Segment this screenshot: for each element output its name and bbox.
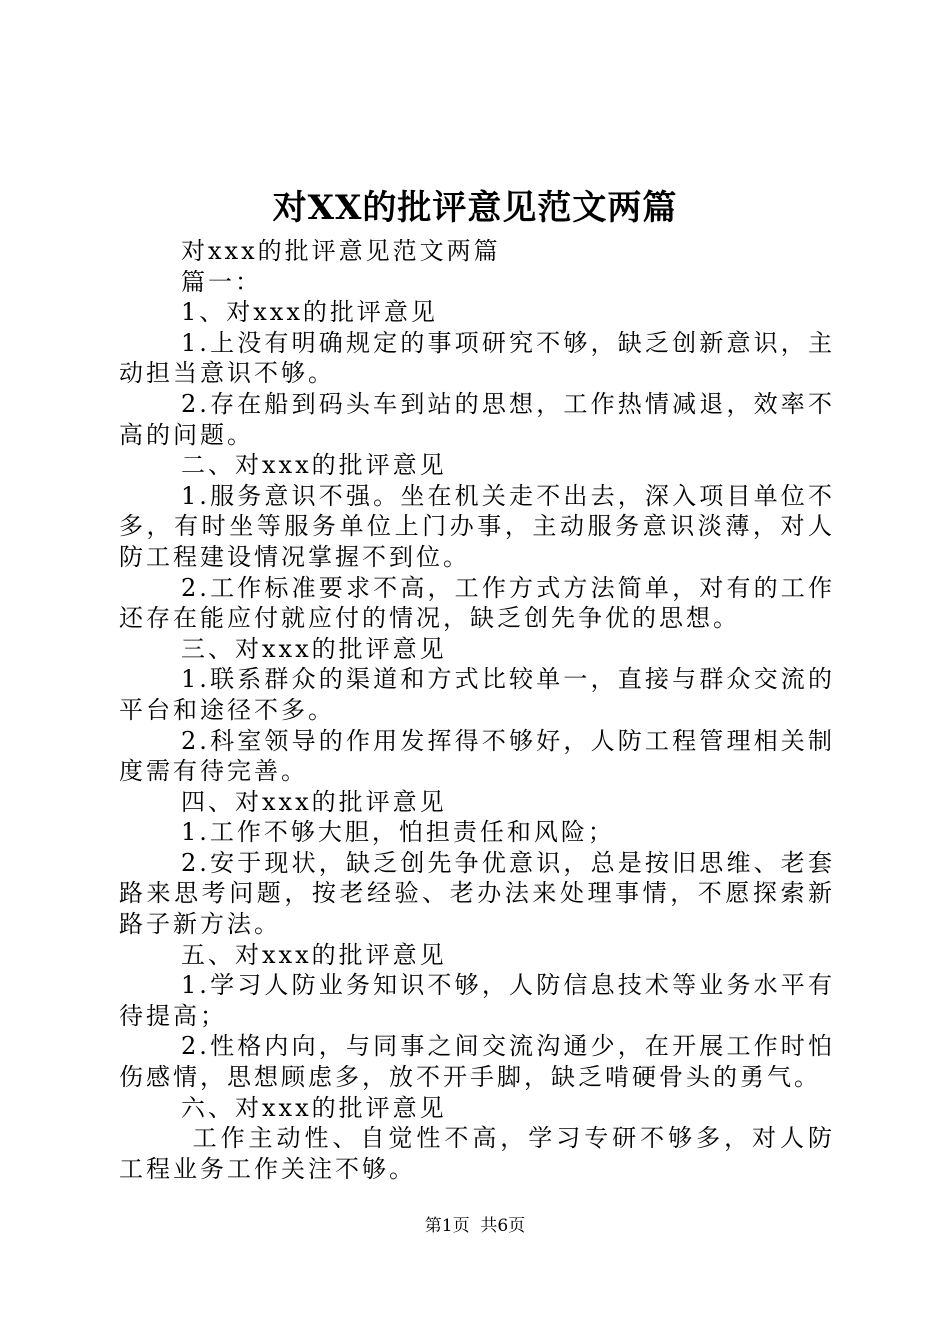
paragraph: 2.安于现状，缺乏创先争优意识，总是按旧思维、老套路来思考问题，按老经验、老办法来处理事情，不愿探索新路子新方法。 bbox=[119, 848, 835, 939]
paragraph: 1.工作不够大胆，怕担责任和风险； bbox=[181, 818, 615, 847]
paragraph: 1.学习人防业务知识不够，人防信息技术等业务水平有待提高； bbox=[119, 971, 835, 1030]
paragraph: 1.联系群众的渠道和方式比较单一，直接与群众交流的平台和途径不多。 bbox=[119, 665, 835, 724]
section-heading: 三、对xxx的批评意见 bbox=[181, 634, 447, 663]
paragraph: 对xxx的批评意见范文两篇 bbox=[181, 237, 501, 265]
paragraph: 1.上没有明确规定的事项研究不够，缺乏创新意识，主动担当意识不够。 bbox=[119, 328, 835, 388]
paragraph: 1.服务意识不强。坐在机关走不出去，深入项目单位不多，有时坐等服务单位上门办事，主动服务意识淡薄，对人防工程建设情况掌握不到位。 bbox=[119, 481, 835, 571]
paragraph: 2.工作标准要求不高，工作方式方法简单，对有的工作还存在能应付就应付的情况，缺乏创先争优的思想。 bbox=[119, 573, 835, 633]
paragraph: 2.科室领导的作用发挥得不够好，人防工程管理相关制度需有待完善。 bbox=[119, 726, 835, 786]
document-body bbox=[119, 236, 835, 1184]
section-heading: 六、对xxx的批评意见 bbox=[181, 1093, 447, 1122]
paragraph: 工作主动性、自觉性不高，学习专研不够多，对人防工程业务工作关注不够。 bbox=[119, 1124, 835, 1183]
document-title: 对XX的批评意见范文两篇 bbox=[272, 188, 678, 228]
section-heading: 四、对xxx的批评意见 bbox=[181, 787, 447, 816]
section-heading: 二、对xxx的批评意见 bbox=[181, 451, 447, 480]
paragraph: 2.性格内向，与同事之间交流沟通少，在开展工作时怕伤感情，思想顾虑多，放不开手脚，缺乏啃硬骨头的勇气。 bbox=[119, 1032, 835, 1092]
page-number-footer: 第1页 共6页 bbox=[424, 1216, 526, 1236]
paragraph: 篇一： bbox=[181, 267, 262, 296]
section-heading: 五、对xxx的批评意见 bbox=[181, 940, 447, 969]
paragraph: 2.存在船到码头车到站的思想，工作热情减退，效率不高的问题。 bbox=[119, 389, 835, 449]
section-heading: 1、对xxx的批评意见 bbox=[181, 298, 438, 327]
